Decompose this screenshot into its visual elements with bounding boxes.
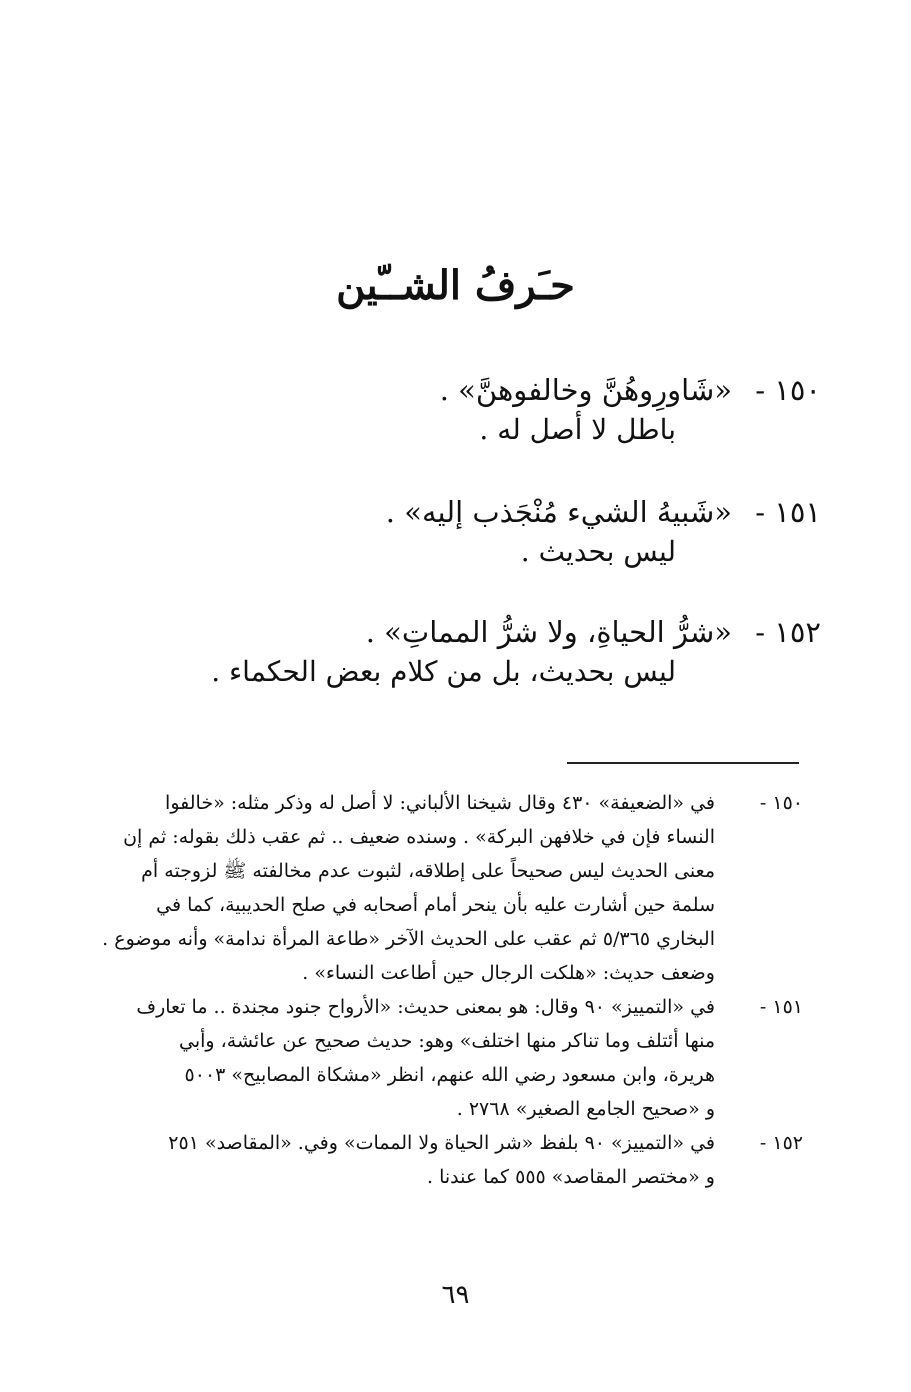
section-title: حـَرفُ الشــّين: [336, 262, 575, 309]
entry-text: «شرُّ الحياةِ، ولا شرُّ المماتِ» .: [365, 615, 733, 649]
entry-text: «شَاورِوهُنَّ وخالفوهنَّ» .: [439, 373, 733, 407]
footnote-line: معنى الحديث ليس صحيحاً على إطلاقه، لثبوت عدم مخالفته ﷺ لزوجته أم: [141, 860, 715, 882]
footnote-152: [113, 1126, 803, 1194]
footnote-line: و «صحيح الجامع الصغير» ٢٧٦٨ .: [456, 1098, 715, 1120]
footnote-line: في «التمييز» ٩٠ وقال: هو بمعنى حديث: «الأرواح جنود مجندة .. ما تعارف: [136, 996, 715, 1018]
page-number: ٦٩: [441, 1280, 470, 1310]
footnote-line: وضعف حديث: «هلكت الرجال حين أطاعت النساء» .: [302, 962, 715, 984]
footnote-number: ١٥٠ -: [759, 792, 803, 814]
footnote-number: ١٥٢ -: [759, 1132, 803, 1154]
entry-number: ١٥٠ -: [755, 373, 821, 407]
footnote-line: النساء فإن في خلافهن البركة» . وسنده ضعيف .. ثم عقب ذلك بقوله: ثم إن: [123, 826, 715, 848]
footnote-text: [113, 990, 715, 1126]
footnote-line: في «التمييز» ٩٠ بلفظ «شر الحياة ولا الممات» وفي. «المقاصد» ٢٥١: [168, 1132, 715, 1154]
entry-line: [101, 370, 821, 410]
entry-verdict: ليس بحديث .: [520, 535, 676, 568]
entry-line: [101, 492, 821, 532]
footnote-150: [102, 786, 803, 990]
footnote-line: منها أئتلف وما تناكر منها اختلف» وهو: حديث صحيح عن عائشة، وأبي: [179, 1030, 715, 1052]
footnote-line: هريرة، وابن مسعود رضي الله عنهم، انظر «مشكاة المصابيح» ٥٠٠٣: [184, 1064, 715, 1086]
footnote-text: [113, 1126, 715, 1194]
footnote-line: في «الضعيفة» ٤٣٠ وقال شيخنا الألباني: لا أصل له وذكر مثله: «خالفوا: [165, 792, 715, 814]
footnote-number: ١٥١ -: [759, 996, 803, 1018]
footnote-separator: [567, 762, 799, 764]
footnote-line: سلمة حين أشارت عليه بأن ينحر أمام أصحابه في صلح الحديبية، كما في: [156, 894, 715, 916]
footnote-line: البخاري ٥/٣٦٥ ثم عقب على الحديث الآخر «طاعة المرأة ندامة» وأنه موضوع .: [102, 928, 715, 950]
hadith-entry-150: [101, 370, 821, 450]
footnote-151: [113, 990, 803, 1126]
entry-verdict: باطل لا أصل له .: [479, 413, 676, 446]
footnote-text: [102, 786, 715, 990]
footnotes: [102, 786, 803, 1194]
hadith-entry-151: [101, 492, 821, 572]
hadith-entry-152: [101, 612, 821, 692]
entry-text: «شَبيهُ الشيء مُنْجَذب إليه» .: [385, 495, 733, 529]
entry-number: ١٥٢ -: [755, 615, 821, 649]
entry-verdict: ليس بحديث، بل من كلام بعض الحكماء .: [211, 655, 676, 688]
entry-line: [101, 612, 821, 652]
entry-number: ١٥١ -: [755, 495, 821, 529]
footnote-line: و «مختصر المقاصد» ٥٥٥ كما عندنا .: [427, 1166, 715, 1188]
